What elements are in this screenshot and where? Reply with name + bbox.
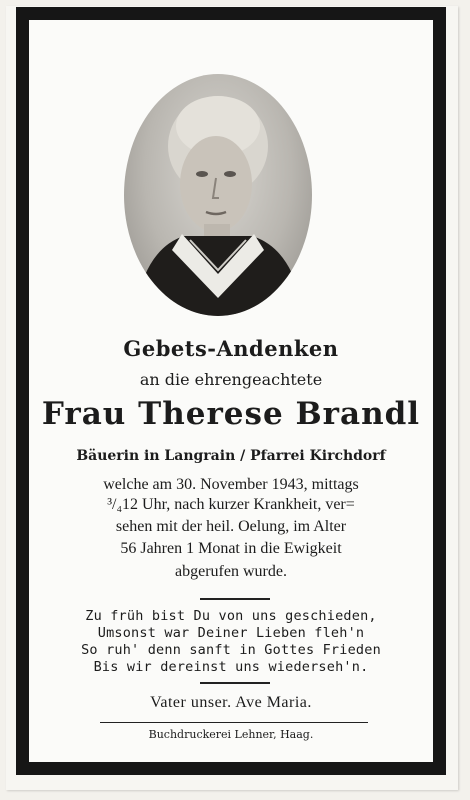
verse-line: Zu früh bist Du von uns geschieden, bbox=[85, 608, 377, 624]
verse-line: Bis wir dereinst uns wiederseh'n. bbox=[93, 659, 369, 675]
body-line: sehen mit der heil. Oelung, im Alter bbox=[115, 518, 347, 535]
portrait-photo bbox=[124, 74, 312, 316]
body-line: abgerufen wurde. bbox=[175, 563, 287, 580]
printer-credit: Buchdruckerei Lehner, Haag. bbox=[148, 728, 314, 741]
body-line: 56 Jahren 1 Monat in die Ewigkeit bbox=[120, 540, 342, 557]
body-line: ³/₄12 Uhr, nach kurzer Krankheit, ver= bbox=[107, 496, 355, 513]
divider bbox=[200, 682, 270, 684]
divider bbox=[100, 722, 368, 723]
deceased-occupation: Bäuerin in Langrain / Pfarrei Kirchdorf bbox=[76, 448, 386, 464]
verse-line: Umsonst war Deiner Lieben fleh'n bbox=[97, 625, 365, 641]
divider bbox=[200, 598, 270, 600]
prayer-line: Vater unser. Ave Maria. bbox=[150, 694, 312, 711]
body-line: welche am 30. November 1943, mittags bbox=[103, 476, 359, 493]
card-title: Gebets-Andenken bbox=[123, 336, 339, 361]
card-subtitle: an die ehrengeachtete bbox=[139, 370, 323, 389]
deceased-name: Frau Therese Brandl bbox=[41, 396, 421, 432]
verse-line: So ruh' denn sanft in Gottes Frieden bbox=[81, 642, 381, 658]
